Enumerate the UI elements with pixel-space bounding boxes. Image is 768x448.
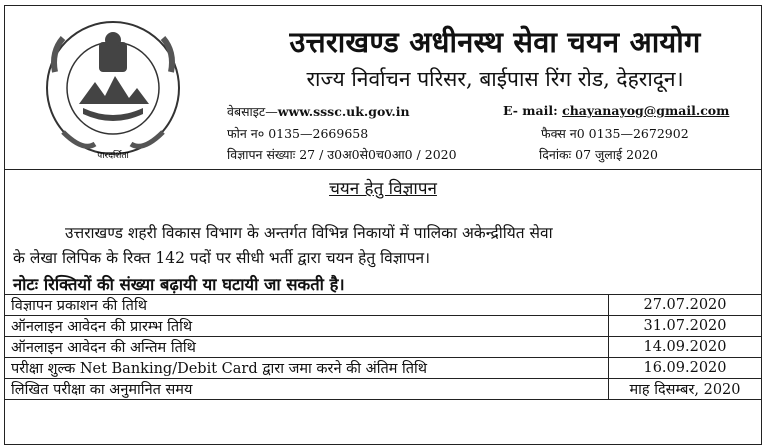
date-value: 14.09.2020 — [609, 337, 762, 358]
date-label: ऑनलाइन आवेदन की प्रारम्भ तिथि — [5, 316, 609, 337]
date-label: लिखित परीक्षा का अनुमानित समय — [5, 379, 609, 400]
date-value: माह दिसम्बर, 2020 — [609, 379, 762, 400]
email-link[interactable]: chayanayog@gmail.com — [562, 103, 730, 118]
commission-address: राज्य निर्वाचन परिसर, बाईपास रिंग रोड, देहरादून। — [306, 67, 684, 91]
email-line — [503, 103, 729, 118]
table-row — [5, 337, 762, 358]
section-title — [5, 176, 761, 199]
table-row — [5, 358, 762, 379]
date-label: परीक्षा शुल्क Net Banking/Debit Card द्वारा जमा करने की अंतिम तिथि — [5, 358, 609, 379]
important-dates-table — [4, 294, 762, 400]
header-divider — [5, 169, 761, 170]
logo-motto: पारदर्शिता — [97, 151, 129, 161]
date-label: ऑनलाइन आवेदन की अन्तिम तिथि — [5, 337, 609, 358]
advertisement-date: दिनांकः 07 जुलाई 2020 — [539, 147, 658, 162]
date-value: 16.09.2020 — [609, 358, 762, 379]
table-row — [5, 379, 762, 400]
paragraph-line-1: उत्तराखण्ड शहरी विकास विभाग के अन्तर्गत विभिन्न निकायों में पालिका अकेन्द्रीयित सेवा — [65, 224, 553, 242]
date-value: 27.07.2020 — [609, 295, 762, 316]
paragraph-line-2: के लेखा लिपिक के रिक्त 142 पदों पर सीधी भर्ती द्वारा चयन हेतु विज्ञापन। — [13, 249, 431, 267]
website-label: वेबसाइट— — [227, 104, 278, 119]
emblem-logo-icon — [33, 12, 193, 166]
website-link[interactable]: www.sssc.uk.gov.in — [277, 104, 410, 119]
date-value: 31.07.2020 — [609, 316, 762, 337]
email-label: E- mail: — [503, 103, 563, 118]
commission-title: उत्तराखण्ड अधीनस्थ सेवा चयन आयोग — [289, 25, 701, 59]
phone-number: फोन न० 0135—2669658 — [227, 126, 369, 141]
fax-number: फैक्स न0 0135—2672902 — [541, 126, 689, 141]
advertisement-number: विज्ञापन संख्याः 27 / उ0अ0से0च0आ0 / 2020 — [227, 147, 457, 162]
date-label: विज्ञापन प्रकाशन की तिथि — [5, 295, 609, 316]
table-row — [5, 295, 762, 316]
vacancy-note: नोटः रिक्तियों की संख्या बढ़ायी या घटायी जा सकती है। — [13, 275, 345, 294]
website-line — [227, 103, 410, 120]
section-title-text: चयन हेतु विज्ञापन — [329, 179, 437, 199]
table-row — [5, 316, 762, 337]
